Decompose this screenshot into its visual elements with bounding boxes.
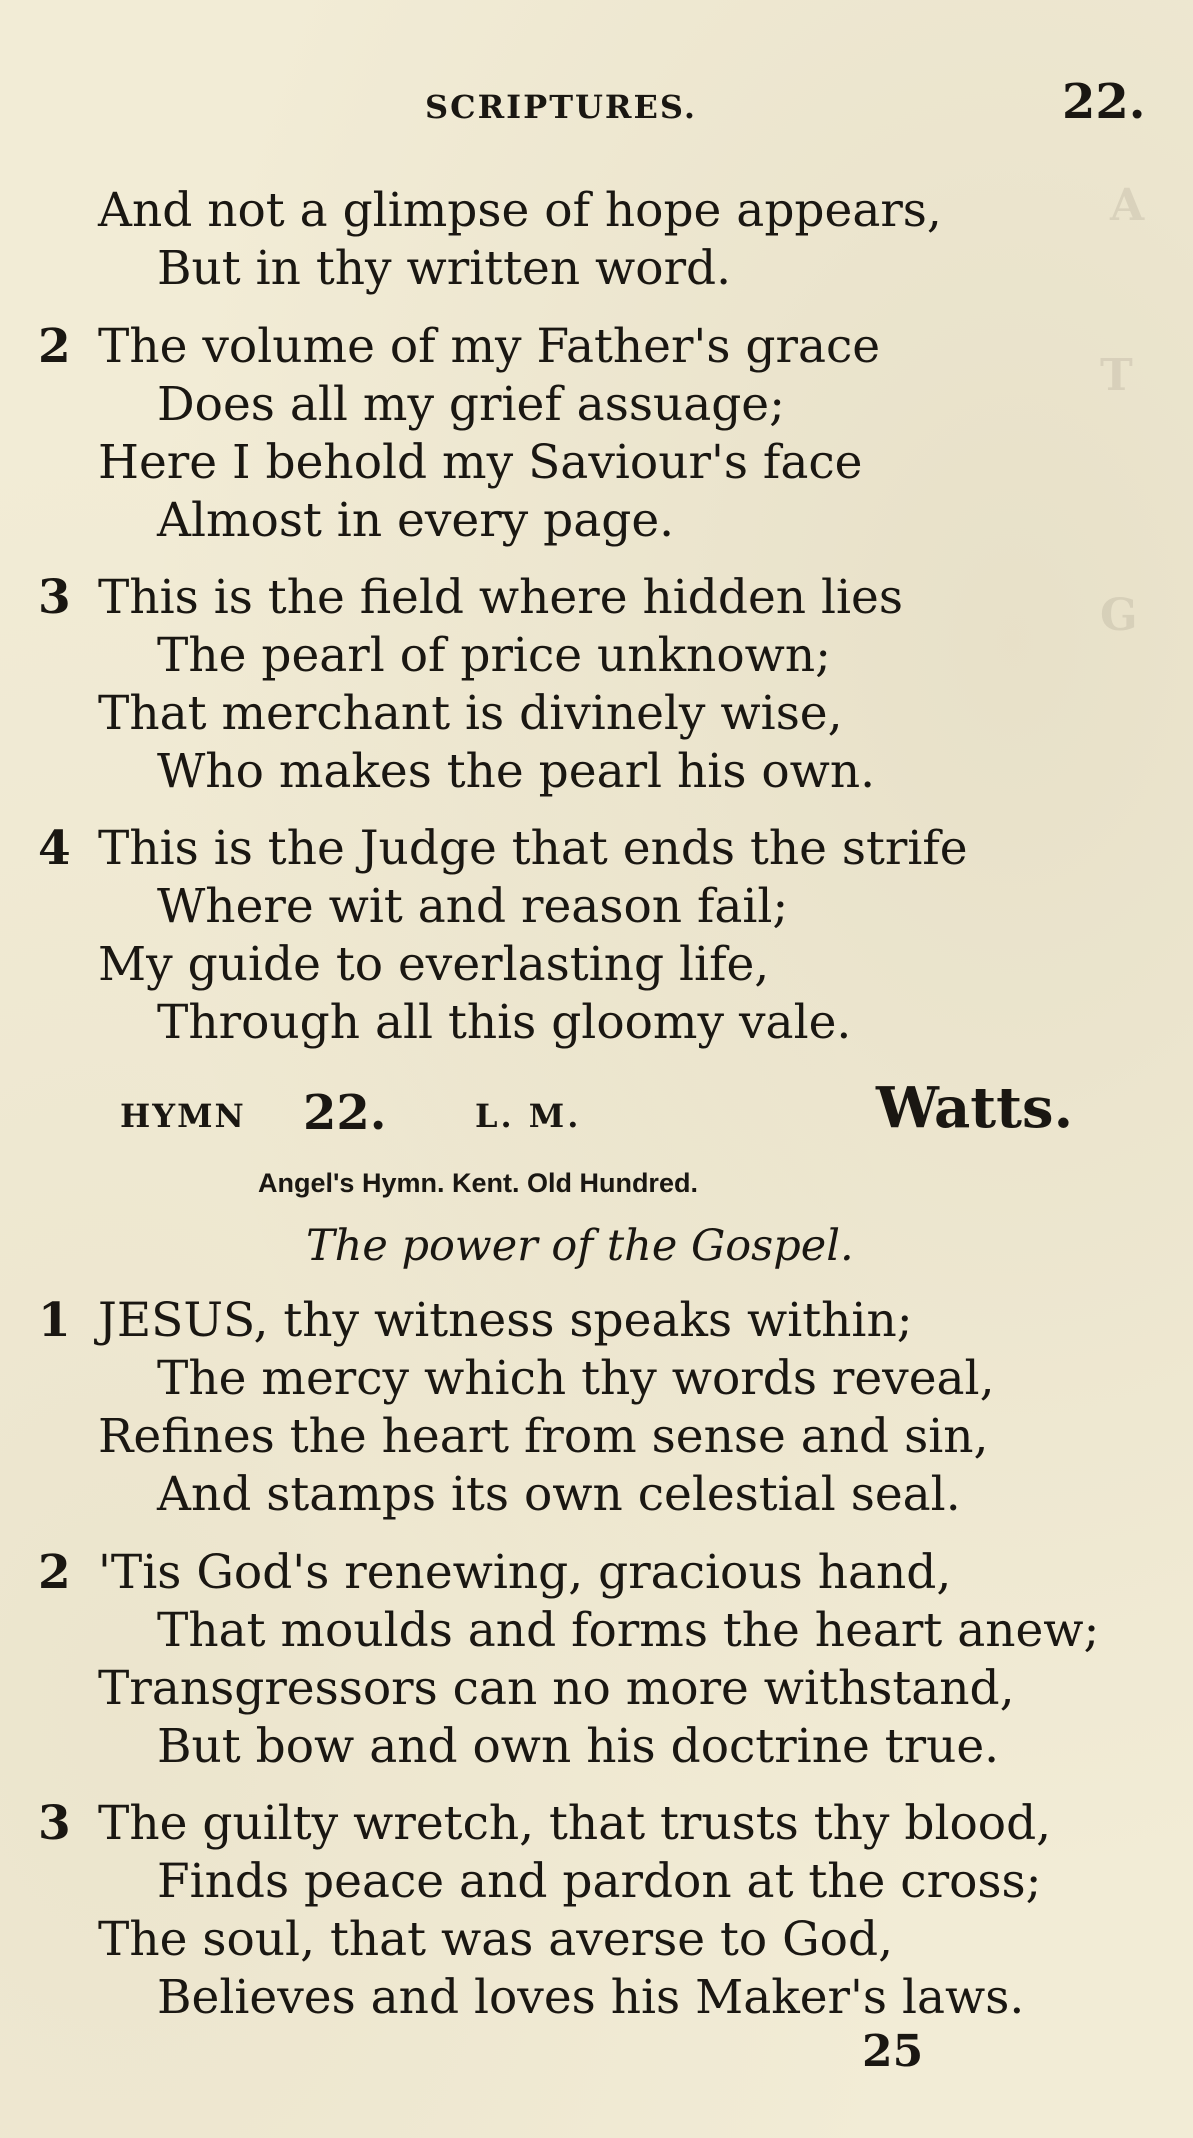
verse-line: Transgressors can no more withstand, bbox=[98, 1661, 1015, 1716]
hymn-label: HYMN bbox=[120, 1097, 246, 1135]
verse-line: Here I behold my Saviour's face bbox=[98, 435, 863, 490]
tune-names: Angel's Hymn. Kent. Old Hundred. bbox=[258, 1168, 698, 1198]
verse-line: The guilty wretch, that trusts thy blood, bbox=[98, 1796, 1052, 1851]
verse-line: The soul, that was averse to God, bbox=[98, 1912, 894, 1967]
verse-line: Where wit and reason fail; bbox=[157, 879, 789, 934]
show-through-text: T bbox=[1100, 350, 1133, 401]
verse-line: Through all this gloomy vale. bbox=[157, 995, 852, 1050]
page-number: 22. bbox=[1062, 74, 1146, 130]
verse-line: This is the Judge that ends the strife bbox=[98, 821, 968, 876]
verse-line: Almost in every page. bbox=[157, 493, 675, 548]
verse-line: JESUS, thy witness speaks within; bbox=[98, 1293, 913, 1348]
verse-line: 'Tis God's renewing, gracious hand, bbox=[98, 1545, 952, 1600]
show-through-text: G bbox=[1100, 590, 1138, 641]
verse-line: But in thy written word. bbox=[157, 241, 732, 296]
hymn-meter: L. M. bbox=[475, 1097, 582, 1135]
verse-line: The pearl of price unknown; bbox=[157, 628, 831, 683]
signature-mark: 25 bbox=[862, 2026, 924, 2077]
hymn-number: 22. bbox=[303, 1085, 387, 1141]
verse-line: Finds peace and pardon at the cross; bbox=[157, 1854, 1042, 1909]
verse-line: The volume of my Father's grace bbox=[98, 319, 881, 374]
verse-number: 3 bbox=[38, 1796, 71, 1851]
verse-number: 2 bbox=[38, 319, 71, 374]
running-head: SCRIPTURES. bbox=[425, 88, 698, 126]
verse-number: 2 bbox=[38, 1545, 71, 1600]
verse-line: Does all my grief assuage; bbox=[157, 377, 785, 432]
verse-line: The mercy which thy words reveal, bbox=[157, 1351, 995, 1406]
verse-line: But bow and own his doctrine true. bbox=[157, 1719, 1000, 1774]
hymn-subject: The power of the Gospel. bbox=[306, 1221, 854, 1271]
verse-number: 1 bbox=[38, 1293, 71, 1348]
verse-line: Who makes the pearl his own. bbox=[157, 744, 876, 799]
verse-number: 4 bbox=[38, 821, 71, 876]
hymn-author: Watts. bbox=[876, 1075, 1074, 1141]
verse-line: And stamps its own celestial seal. bbox=[157, 1467, 961, 1522]
show-through-text: A bbox=[1110, 180, 1145, 231]
verse-line: That merchant is divinely wise, bbox=[98, 686, 843, 741]
verse-line: That moulds and forms the heart anew; bbox=[157, 1603, 1100, 1658]
verse-line: This is the field where hidden lies bbox=[98, 570, 903, 625]
verse-number: 3 bbox=[38, 570, 71, 625]
verse-line: And not a glimpse of hope appears, bbox=[98, 183, 942, 238]
verse-line: Believes and loves his Maker's laws. bbox=[157, 1970, 1025, 2025]
verse-line: Refines the heart from sense and sin, bbox=[98, 1409, 989, 1464]
verse-line: My guide to everlasting life, bbox=[98, 937, 770, 992]
